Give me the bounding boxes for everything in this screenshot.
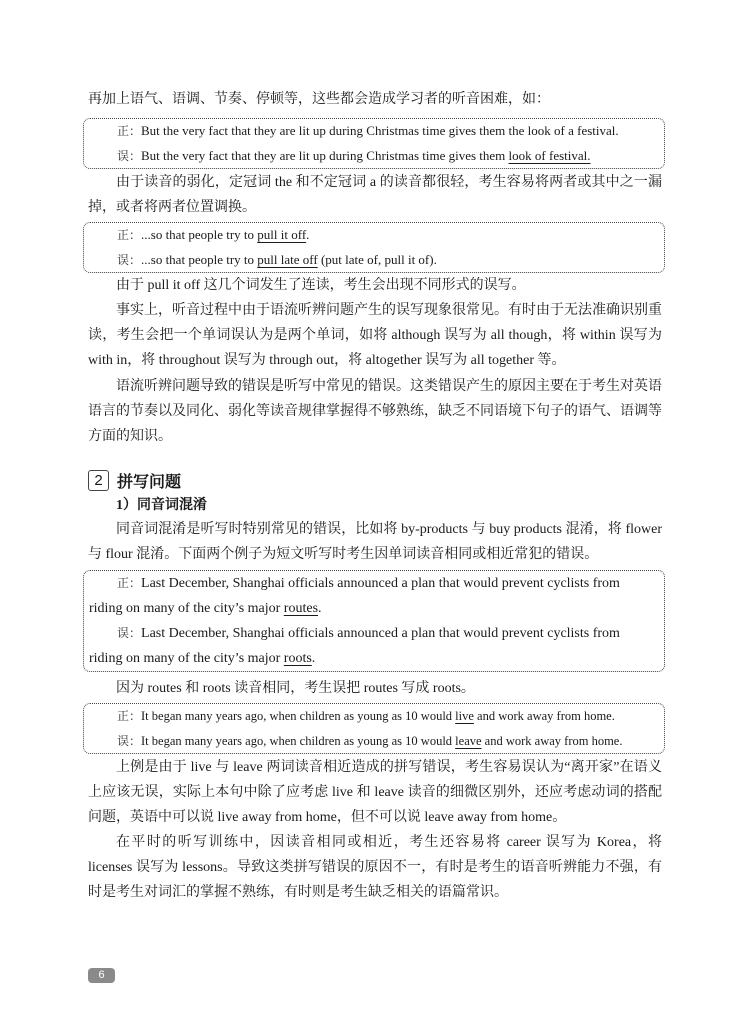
text: .: [311, 650, 316, 666]
text: riding on many of the city’s major: [89, 650, 284, 666]
wrong-label: 误：: [117, 148, 142, 163]
underlined-text: roots: [283, 650, 312, 666]
paragraph: 事实上，听音过程中由于语流听辨问题产生的误写现象很常见。有时由于无法准确识别重读，考生会把一个单词误认为是两个单词，如将 although 误写为 all though，将 within 误写为 with in，将 throughout 误写为 through out，将 altogether 误写为 all together 等。: [88, 303, 662, 368]
text: But the very fact that they are lit up during Christmas time gives them the look of a festival.: [141, 123, 619, 138]
section-title: 拼写问题: [117, 474, 182, 491]
text: It began many years ago, when children as young as 10 would: [141, 733, 456, 748]
wrong-line: [89, 144, 659, 169]
text: .: [306, 227, 310, 242]
text: But the very fact that they are lit up during Christmas time gives them: [141, 147, 509, 163]
paragraph: 由于 pull it off 这几个词发生了连读，考生会出现不同形式的误写。: [116, 278, 526, 293]
correct-line: [89, 704, 659, 729]
wrong-line: [89, 248, 659, 273]
wrong-label: 误：: [117, 733, 142, 748]
text: and work away from home.: [473, 709, 615, 723]
paragraph: 上例是由于 live 与 leave 两词读音相近造成的拼写错误，考生容易误认为“离开家”在语义上应该无误，实际上本句中除了应考虑 live 和 leave 读音的细微区别外，还应考虑动词的搭配问题，英语中可以说 live away from home，但不可以说 leave away from home。: [88, 760, 662, 825]
example-box: [83, 118, 665, 169]
wrong-line-cont: [89, 647, 659, 672]
underlined-text: look of festival.: [508, 147, 591, 163]
underlined-text: routes: [283, 600, 319, 616]
section-heading: [88, 469, 181, 492]
page-number: 6: [88, 968, 115, 983]
paragraph: 因为 routes 和 roots 读音相同，考生误把 routes 写成 roots。: [116, 681, 475, 696]
example-box: [83, 703, 665, 754]
wrong-label: 误：: [117, 252, 142, 267]
text: ...so that people try to: [141, 227, 258, 242]
paragraph: 语流听辨问题导致的错误是听写中常见的错误。这类错误产生的原因主要在于考生对英语语言的节奏以及同化、弱化等读音规律掌握得不够熟练，缺乏不同语境下句子的语气、语调等方面的知识。: [88, 379, 662, 444]
wrong-line: [89, 621, 659, 647]
text: (put late of, pull it of).: [317, 251, 437, 267]
correct-line: [89, 223, 659, 248]
text: Last December, Shanghai officials announced a plan that would prevent cyclists from: [141, 626, 620, 641]
example-box: [83, 570, 665, 672]
text: ...so that people try to: [141, 251, 258, 267]
correct-label: 正：: [117, 228, 142, 242]
correct-line: [89, 571, 659, 597]
subsection-heading: 1）同音词混淆: [116, 498, 207, 513]
underlined-text: pull it off: [257, 227, 307, 242]
correct-line-cont: [89, 597, 659, 622]
paragraph: 同音词混淆是听写时特别常见的错误，比如将 by-products 与 buy products 混淆，将 flower 与 flour 混淆。下面两个例子为短文听写时考生因单词读音相同或相近常犯的错误。: [88, 522, 662, 562]
wrong-label: 误：: [117, 626, 142, 640]
text: Last December, Shanghai officials announced a plan that would prevent cyclists from: [141, 576, 620, 591]
correct-label: 正：: [117, 709, 142, 723]
underlined-text: pull late off: [257, 251, 318, 267]
underlined-text: leave: [455, 733, 482, 748]
text: riding on many of the city’s major: [89, 600, 284, 616]
correct-label: 正：: [117, 576, 142, 590]
correct-line: [89, 119, 659, 144]
underlined-text: live: [455, 709, 474, 723]
correct-label: 正：: [117, 124, 142, 138]
text: and work away from home.: [481, 733, 623, 748]
paragraph: 在平时的听写训练中，因读音相同或相近，考生还容易将 career 误写为 Korea，将 licenses 误写为 lessons。导致这类拼写错误的原因不一，有时是考生的语音听辨能力不强，有时是考生对词汇的掌握不熟练，有时则是考生缺乏相关的语篇常识。: [88, 835, 662, 900]
paragraph: 由于读音的弱化，定冠词 the 和不定冠词 a 的读音都很轻，考生容易将两者或其中之一漏掉，或者将两者位置调换。: [88, 175, 662, 215]
example-box: [83, 222, 665, 273]
wrong-line: [89, 729, 659, 754]
text: .: [318, 600, 322, 616]
section-number: 2: [88, 470, 109, 491]
paragraph: 再加上语气、语调、节奏、停顿等，这些都会造成学习者的听音困难，如：: [88, 92, 550, 107]
text: It began many years ago, when children as young as 10 would: [141, 709, 456, 723]
